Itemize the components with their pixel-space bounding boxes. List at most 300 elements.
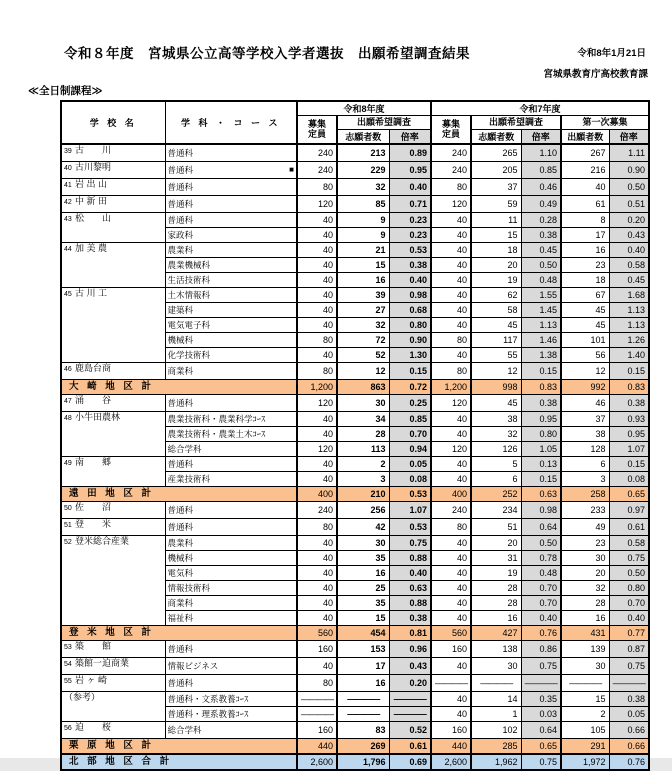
value-cell: 1.40 <box>609 348 649 363</box>
value-cell: 0.68 <box>389 303 431 318</box>
value-cell: 0.75 <box>609 551 649 566</box>
value-cell: 0.20 <box>609 213 649 228</box>
value-cell: 0.08 <box>389 472 431 487</box>
course-name: 普通科 <box>167 164 194 175</box>
value-cell: 80 <box>297 363 337 380</box>
grand-total-row <box>61 754 649 770</box>
value-cell: 40 <box>431 303 471 318</box>
value-cell: 40 <box>297 596 337 611</box>
value-cell: 440 <box>431 739 471 755</box>
value-cell: 40 <box>297 273 337 288</box>
value-cell: 20 <box>561 566 609 581</box>
course-cell <box>165 179 297 196</box>
table-row <box>61 162 649 179</box>
value-cell: 40 <box>431 707 471 722</box>
value-cell: 40 <box>561 179 609 196</box>
school-cell <box>61 692 165 722</box>
table-row <box>61 179 649 196</box>
value-cell: 102 <box>471 722 521 739</box>
value-cell: 101 <box>561 333 609 348</box>
value-cell: 14 <box>471 692 521 707</box>
table-row <box>61 196 649 213</box>
value-cell: 80 <box>297 519 337 536</box>
value-cell: 40 <box>297 472 337 487</box>
value-cell: 0.49 <box>521 196 561 213</box>
total-label-cell: 登 米 地 区 計 <box>61 626 297 641</box>
table-row <box>61 395 649 412</box>
value-cell: 0.53 <box>389 487 431 502</box>
course-name: 機械科 <box>167 552 194 563</box>
table-row <box>61 213 649 228</box>
value-cell: 0.40 <box>609 243 649 258</box>
value-cell: 0.46 <box>521 179 561 196</box>
value-cell: 40 <box>431 348 471 363</box>
school-cell <box>61 213 165 243</box>
value-cell: 12 <box>561 363 609 380</box>
section-label: ≪全日制課程≫ <box>28 85 103 97</box>
table-body <box>61 144 649 770</box>
value-cell: 80 <box>431 519 471 536</box>
course-cell <box>165 288 297 303</box>
value-cell: 863 <box>337 380 389 395</box>
value-cell: ―――― <box>389 692 431 707</box>
value-cell: 1,796 <box>337 754 389 770</box>
value-cell: 40 <box>297 412 337 427</box>
value-cell: 0.88 <box>389 596 431 611</box>
value-cell: 0.45 <box>521 243 561 258</box>
header-applicants-r7: 志願者数 <box>471 130 521 145</box>
value-cell: 120 <box>297 442 337 457</box>
course-cell <box>165 566 297 581</box>
table-row <box>61 658 649 675</box>
region-total-row <box>61 626 649 641</box>
value-cell: 560 <box>297 626 337 641</box>
header-ratio-r7: 倍率 <box>521 130 561 145</box>
value-cell: 0.85 <box>521 162 561 179</box>
value-cell: 40 <box>431 412 471 427</box>
value-cell: 1.30 <box>389 348 431 363</box>
value-cell: 34 <box>337 412 389 427</box>
course-cell <box>165 722 297 739</box>
course-cell <box>165 213 297 228</box>
value-cell: 80 <box>297 675 337 692</box>
value-cell: 0.25 <box>389 395 431 412</box>
course-name: 普通科 <box>167 214 194 225</box>
course-name: 化学技術科 <box>167 349 211 360</box>
value-cell: 32 <box>337 179 389 196</box>
school-number: 52 <box>64 539 72 546</box>
value-cell: 40 <box>431 273 471 288</box>
value-cell: 28 <box>471 596 521 611</box>
value-cell: 37 <box>561 412 609 427</box>
value-cell: 0.75 <box>609 658 649 675</box>
value-cell: 160 <box>431 722 471 739</box>
value-cell: 83 <box>337 722 389 739</box>
value-cell: 0.38 <box>389 258 431 273</box>
value-cell: 40 <box>297 581 337 596</box>
value-cell: 0.80 <box>609 581 649 596</box>
value-cell: 998 <box>471 380 521 395</box>
value-cell: 40 <box>297 551 337 566</box>
value-cell: 40 <box>431 692 471 707</box>
value-cell: 40 <box>297 658 337 675</box>
school-name: 涌 谷 <box>75 395 112 405</box>
table-row <box>61 519 649 536</box>
value-cell: 0.58 <box>609 536 649 551</box>
value-cell: 0.03 <box>521 707 561 722</box>
value-cell: 0.87 <box>609 641 649 658</box>
school-number: 42 <box>64 199 72 206</box>
value-cell: 45 <box>561 303 609 318</box>
value-cell: 269 <box>337 739 389 755</box>
value-cell: 15 <box>471 228 521 243</box>
header-applicants-r8: 志願者数 <box>337 130 389 145</box>
value-cell: 0.15 <box>609 457 649 472</box>
value-cell: 27 <box>337 303 389 318</box>
value-cell: 234 <box>471 502 521 519</box>
table-row <box>61 457 649 472</box>
value-cell: 67 <box>561 288 609 303</box>
value-cell: 1.45 <box>521 303 561 318</box>
region-total-row <box>61 487 649 502</box>
header-course: 学 科 ・ コ ー ス <box>165 101 297 144</box>
value-cell: 0.75 <box>521 658 561 675</box>
course-cell <box>165 502 297 519</box>
school-cell <box>61 658 165 675</box>
value-cell: ―――― <box>337 692 389 707</box>
value-cell: 0.85 <box>389 412 431 427</box>
course-cell <box>165 519 297 536</box>
document-date: 令和8年1月21日 <box>577 48 646 59</box>
course-cell <box>165 196 297 213</box>
value-cell: 120 <box>297 395 337 412</box>
value-cell: 0.65 <box>609 487 649 502</box>
value-cell: 0.13 <box>521 457 561 472</box>
value-cell: 0.66 <box>609 739 649 755</box>
school-cell <box>61 162 165 179</box>
school-name: 佐 沼 <box>75 502 112 512</box>
value-cell: 3 <box>561 472 609 487</box>
school-cell <box>61 196 165 213</box>
value-cell: 1,200 <box>431 380 471 395</box>
value-cell: 56 <box>561 348 609 363</box>
value-cell: 454 <box>337 626 389 641</box>
value-cell: 0.97 <box>609 502 649 519</box>
value-cell: 2 <box>561 707 609 722</box>
header-capacity-r8: 募集 定員 <box>297 116 337 145</box>
value-cell: 40 <box>431 288 471 303</box>
value-cell: 0.15 <box>389 363 431 380</box>
course-cell <box>165 412 297 427</box>
value-cell: 28 <box>561 596 609 611</box>
value-cell: 2 <box>337 457 389 472</box>
course-cell <box>165 442 297 457</box>
region-total-row <box>61 739 649 755</box>
value-cell: 30 <box>561 551 609 566</box>
value-cell: 0.58 <box>609 258 649 273</box>
value-cell: 258 <box>561 487 609 502</box>
course-cell <box>165 348 297 363</box>
value-cell: 0.23 <box>389 228 431 243</box>
value-cell: 72 <box>337 333 389 348</box>
value-cell: 240 <box>431 502 471 519</box>
value-cell: 0.43 <box>609 228 649 243</box>
school-cell <box>61 288 165 363</box>
school-number: 40 <box>64 165 72 172</box>
value-cell: ―――― <box>337 707 389 722</box>
value-cell: 160 <box>297 641 337 658</box>
value-cell: 0.66 <box>609 722 649 739</box>
value-cell: 30 <box>561 658 609 675</box>
value-cell: 40 <box>431 258 471 273</box>
value-cell: 0.40 <box>389 566 431 581</box>
value-cell: 12 <box>337 363 389 380</box>
school-name: 登 米 <box>75 519 112 529</box>
value-cell: 25 <box>337 581 389 596</box>
value-cell: 0.86 <box>521 641 561 658</box>
course-name: 土木情報科 <box>167 289 211 300</box>
value-cell: 32 <box>561 581 609 596</box>
value-cell: 0.95 <box>521 412 561 427</box>
value-cell: 0.89 <box>389 144 431 162</box>
value-cell: 0.38 <box>521 395 561 412</box>
course-name: 産業技術科 <box>167 473 211 484</box>
total-label-cell: 栗 原 地 区 計 <box>61 739 297 755</box>
value-cell: 265 <box>471 144 521 162</box>
value-cell: 0.90 <box>389 333 431 348</box>
school-name: 小牛田農林 <box>75 412 121 422</box>
value-cell: 16 <box>337 273 389 288</box>
value-cell: 153 <box>337 641 389 658</box>
value-cell: ―――― <box>521 675 561 692</box>
value-cell: ―――― <box>297 707 337 722</box>
value-cell: 120 <box>297 196 337 213</box>
value-cell: 126 <box>471 442 521 457</box>
value-cell: 40 <box>431 472 471 487</box>
value-cell: 51 <box>471 519 521 536</box>
value-cell: 0.69 <box>389 754 431 770</box>
value-cell: 0.43 <box>389 658 431 675</box>
course-name: 普通科・理系教養ｺｰｽ <box>167 708 249 719</box>
school-number: 44 <box>64 246 72 253</box>
value-cell: 0.98 <box>521 502 561 519</box>
course-name: 商業科 <box>167 365 194 376</box>
value-cell: 32 <box>471 427 521 442</box>
value-cell: 15 <box>337 611 389 626</box>
value-cell: 0.48 <box>521 273 561 288</box>
school-name: 古 川 工 <box>75 288 108 298</box>
value-cell: 28 <box>337 427 389 442</box>
course-name: 電気科 <box>167 567 194 578</box>
value-cell: 0.70 <box>609 596 649 611</box>
value-cell: 46 <box>561 395 609 412</box>
course-name: 電気電子科 <box>167 319 211 330</box>
value-cell: 1.07 <box>609 442 649 457</box>
value-cell: 40 <box>431 427 471 442</box>
course-cell <box>165 581 297 596</box>
value-cell: 0.45 <box>609 273 649 288</box>
value-cell: 1,972 <box>561 754 609 770</box>
value-cell: 120 <box>431 196 471 213</box>
school-name: 古 川 <box>75 145 112 155</box>
header-survey-r8: 出願希望調査 <box>337 116 431 130</box>
course-cell <box>165 596 297 611</box>
course-name: 農業科 <box>167 537 194 548</box>
course-name: 商業科 <box>167 597 194 608</box>
course-cell <box>165 144 297 162</box>
value-cell: 45 <box>471 318 521 333</box>
value-cell: 0.40 <box>389 179 431 196</box>
value-cell: 1.05 <box>521 442 561 457</box>
value-cell: 80 <box>297 333 337 348</box>
value-cell: 62 <box>471 288 521 303</box>
school-number: 48 <box>64 415 72 422</box>
value-cell: 52 <box>337 348 389 363</box>
header-ratio-r8: 倍率 <box>389 130 431 145</box>
school-cell <box>61 502 165 519</box>
value-cell: 233 <box>561 502 609 519</box>
course-name: 生活技術科 <box>167 274 211 285</box>
value-cell: 20 <box>471 258 521 273</box>
value-cell: 0.40 <box>609 611 649 626</box>
value-cell: 80 <box>431 363 471 380</box>
school-name: 古川黎明 <box>75 162 112 172</box>
school-number: 41 <box>64 182 72 189</box>
value-cell: 2,600 <box>431 754 471 770</box>
value-cell: 0.75 <box>521 754 561 770</box>
course-name: 普通科 <box>167 458 194 469</box>
total-label-cell: 大 崎 地 区 計 <box>61 380 297 395</box>
course-name: 普通科 <box>167 521 194 532</box>
value-cell: 40 <box>431 228 471 243</box>
value-cell: 18 <box>471 243 521 258</box>
course-cell <box>165 273 297 288</box>
school-cell <box>61 536 165 626</box>
value-cell: 1.46 <box>521 333 561 348</box>
school-cell <box>61 179 165 196</box>
value-cell: 252 <box>471 487 521 502</box>
value-cell: 12 <box>471 363 521 380</box>
value-cell: 0.40 <box>389 273 431 288</box>
value-cell: 40 <box>297 427 337 442</box>
value-cell: 440 <box>297 739 337 755</box>
school-number: 47 <box>64 398 72 405</box>
school-name: 鹿島台商 <box>75 363 112 373</box>
value-cell: 1.26 <box>609 333 649 348</box>
value-cell: 0.98 <box>389 288 431 303</box>
course-name: 家政科 <box>167 229 194 240</box>
header-year-r8: 令和8年度 <box>297 101 431 116</box>
value-cell: 40 <box>431 581 471 596</box>
course-cell <box>165 162 297 179</box>
value-cell: 229 <box>337 162 389 179</box>
value-cell: 1.13 <box>609 318 649 333</box>
value-cell: 120 <box>431 442 471 457</box>
school-name: 登米総合産業 <box>75 536 130 546</box>
school-cell <box>61 457 165 487</box>
value-cell: 0.96 <box>389 641 431 658</box>
value-cell: 35 <box>337 596 389 611</box>
value-cell: 1.10 <box>521 144 561 162</box>
value-cell: 216 <box>561 162 609 179</box>
value-cell: 139 <box>561 641 609 658</box>
value-cell: 40 <box>297 213 337 228</box>
value-cell: 16 <box>337 566 389 581</box>
value-cell: 58 <box>471 303 521 318</box>
value-cell: 16 <box>471 611 521 626</box>
value-cell: 9 <box>337 228 389 243</box>
school-name: （参考） <box>64 692 101 702</box>
value-cell: 55 <box>471 348 521 363</box>
value-cell: 0.80 <box>389 318 431 333</box>
value-cell: 40 <box>297 611 337 626</box>
value-cell: 0.93 <box>609 412 649 427</box>
value-cell: 0.05 <box>609 707 649 722</box>
value-cell: 40 <box>431 566 471 581</box>
value-cell: 30 <box>337 395 389 412</box>
value-cell: 40 <box>431 318 471 333</box>
value-cell: ―――― <box>297 692 337 707</box>
total-label-cell: 北 部 地 区 合 計 <box>61 754 297 770</box>
value-cell: ―――― <box>431 675 471 692</box>
value-cell: 0.72 <box>389 380 431 395</box>
school-cell <box>61 412 165 457</box>
school-cell <box>61 519 165 536</box>
value-cell: ―――― <box>471 675 521 692</box>
school-cell <box>61 243 165 288</box>
value-cell: 40 <box>297 258 337 273</box>
value-cell: 240 <box>297 502 337 519</box>
value-cell: 400 <box>297 487 337 502</box>
value-cell: 0.08 <box>609 472 649 487</box>
value-cell: 0.83 <box>521 380 561 395</box>
school-number: 54 <box>64 661 72 668</box>
course-cell <box>165 536 297 551</box>
value-cell: 0.50 <box>609 179 649 196</box>
school-number: 56 <box>64 725 72 732</box>
value-cell: 35 <box>337 551 389 566</box>
table-row <box>61 363 649 380</box>
course-name: 普通科 <box>167 677 194 688</box>
value-cell: 1,200 <box>297 380 337 395</box>
value-cell: 0.80 <box>521 427 561 442</box>
value-cell: 291 <box>561 739 609 755</box>
school-number: 50 <box>64 505 72 512</box>
value-cell: 37 <box>471 179 521 196</box>
school-cell <box>61 144 165 162</box>
value-cell: 0.53 <box>389 519 431 536</box>
course-name: 普通科 <box>167 147 194 158</box>
value-cell: 160 <box>431 641 471 658</box>
header-survey-r7: 出願希望調査 <box>471 116 561 130</box>
value-cell: 0.90 <box>609 162 649 179</box>
course-cell <box>165 472 297 487</box>
value-cell: 285 <box>471 739 521 755</box>
value-cell: 20 <box>471 536 521 551</box>
header-year-r7: 令和7年度 <box>431 101 649 116</box>
value-cell: 0.95 <box>389 162 431 179</box>
course-name: 情報ビジネス <box>167 660 219 671</box>
value-cell: 38 <box>471 412 521 427</box>
value-cell: ―――― <box>561 675 609 692</box>
value-cell: 16 <box>337 675 389 692</box>
course-cell <box>165 658 297 675</box>
school-name: 岩 出 山 <box>75 179 108 189</box>
value-cell: 0.51 <box>609 196 649 213</box>
value-cell: 16 <box>561 243 609 258</box>
value-cell: 0.15 <box>521 472 561 487</box>
header-school: 学 校 名 <box>61 101 165 144</box>
